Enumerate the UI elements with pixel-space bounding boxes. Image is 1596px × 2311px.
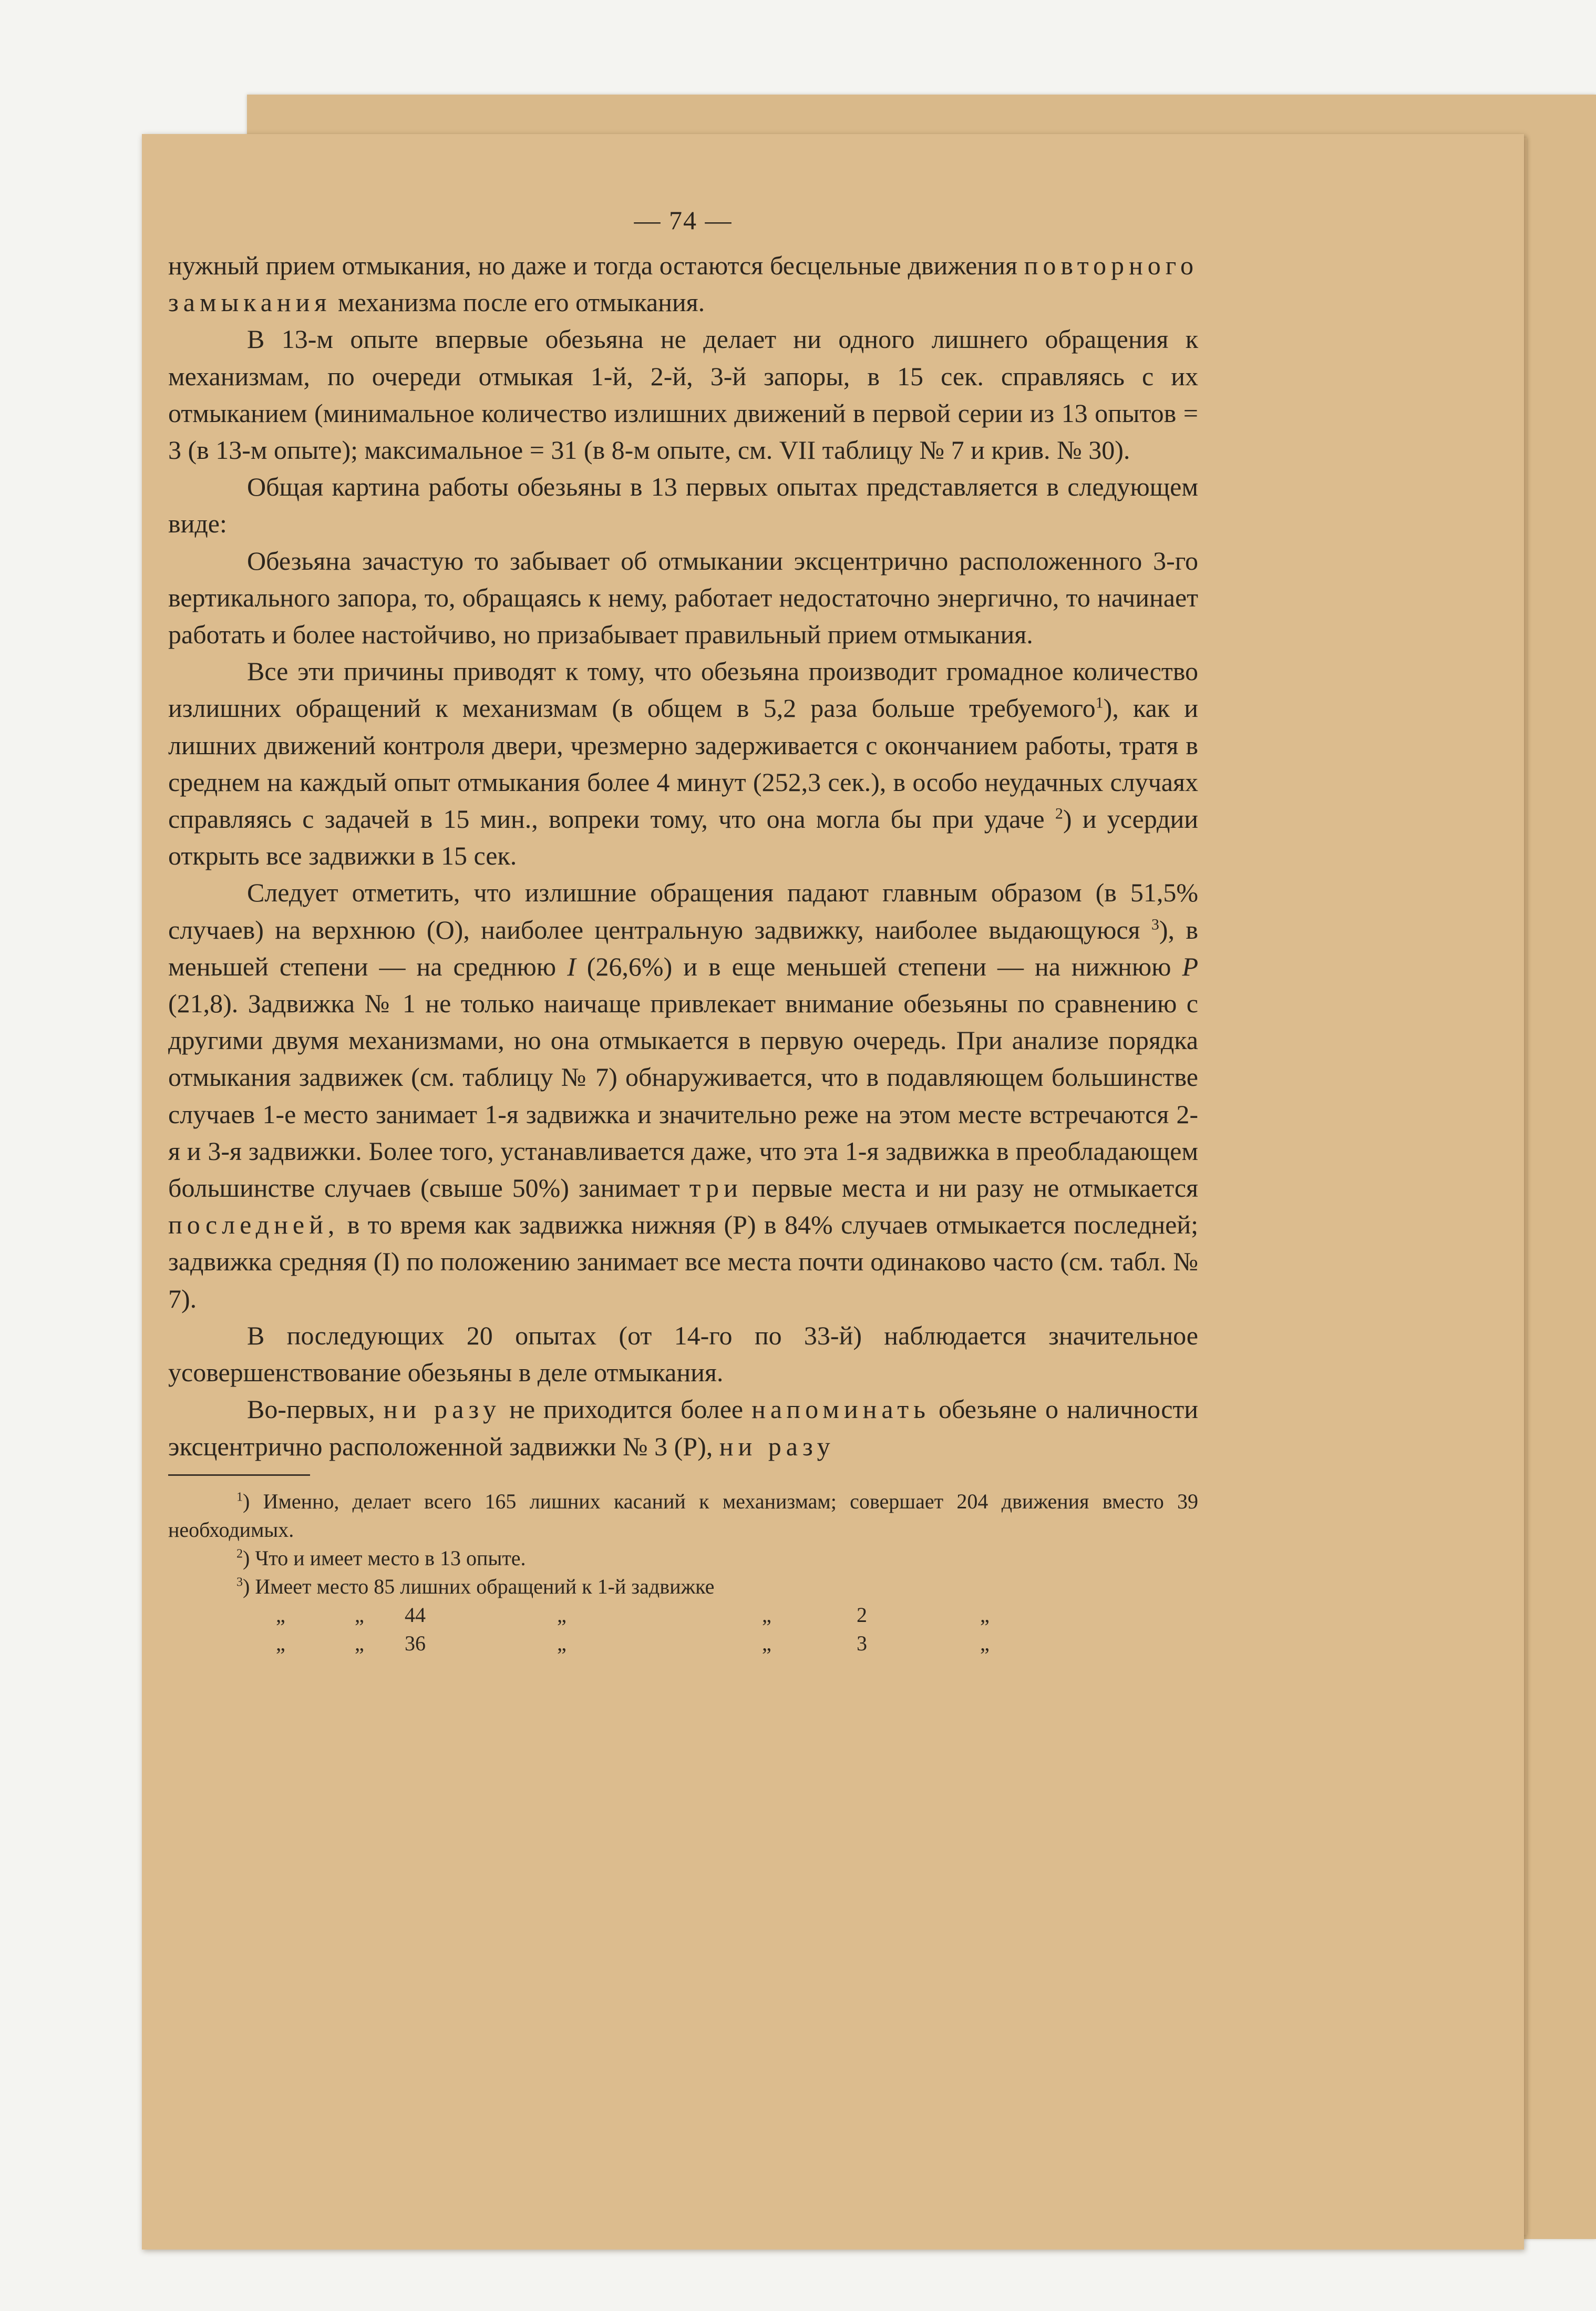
paragraph-5: Все эти причины приводят к тому, что обезьяна производит громадное количество излишних обращений к механизмам (в общем в 5,2 раза больше требуемого$^1$), как и лишних движений контроля двери, чрезмерно задерживается с окончанием работы, тратя в среднем на каждый опыт отмыкания более 4 минут (252,3 сек.), в особо неудачных случаях справляясь с задачей в 15 мин., вопреки тому, что она могла бы при удаче $^2$) и усердии открыть все задвижки в 15 сек.: [168, 656, 1199, 871]
paragraph-7: В последующих 20 опытах (от 14-го по 33-й) наблюдается значительное усовершенствование обезьяны в деле отмыкания.: [168, 1320, 1198, 1388]
footnote-3-ditto-row: „ „ 36 „ „ 3 „: [276, 1631, 990, 1655]
footnote-3: $^3$) Имеет место 85 лишних обращений к 1-й задвижке: [236, 1574, 715, 1598]
paragraph-8: Во-первых, ни разу не приходится более напоминать обезьяне о наличности эксцентрично расположенной задвижки № 3 (P), ни разу: [168, 1394, 1199, 1461]
paragraph-1: нужный прием отмыкания, но даже и тогда остаются бесцельные движения повторного замыкания механизма после его отмыкания.: [168, 251, 1198, 317]
page-number: — 74 —: [634, 206, 733, 235]
footnote-ref-1: 1: [1095, 694, 1104, 712]
footnote-1: $^1$) Именно, делает всего 165 лишних касаний к механизмам; совершает 204 движения вместо 39 необходимых.: [168, 1489, 1198, 1542]
footnote-rule: [168, 1474, 310, 1476]
footnote-3-ditto-row: „ „ 44 „ „ 2 „: [276, 1603, 990, 1627]
page-text: [168, 205, 1198, 1658]
paragraph-2: В 13-м опыте впервые обезьяна не делает ни одного лишнего обращения к механизмам, по очереди отмыкая 1-й, 2-й, 3-й запоры, в 15 сек. справляясь с их отмыканием (минимальное количество излишних движений в первой серии из 13 опытов = 3 (в 13-м опыте); максимальное = 31 (в 8-м опыте, см. VII таблицу № 7 и крив. № 30).: [168, 324, 1198, 465]
footnote-ref-2: 2: [1055, 805, 1063, 823]
footnote-ref-3: 3: [1151, 916, 1159, 933]
paragraph-3: Общая картина работы обезьяны в 13 первых опытах представляется в следующем виде:: [168, 472, 1198, 539]
paragraph-4: Обезьяна зачастую то забывает об отмыкании эксцентрично расположенного 3-го вертикального запора, то, обращаясь к нему, работает недостаточно энергично, то начинает работать и более настойчиво, но призабывает правильный прием отмыкания.: [168, 546, 1198, 650]
paragraph-6: Следует отметить, что излишние обращения падают главным образом (в 51,5% случаев) на верхнюю (O), наиболее центральную задвижку, наиболее выдающуюся $^3$), в меньшей степени — на среднюю I (26,6%) и в еще меньшей степени — на нижнюю P (21,8). Задвижка № 1 не только наичаще привлекает внимание обезьяны по сравнению с другими двумя механизмами, но она отмыкается в первую очередь. При анализе порядка отмыкания задвижек (см. таблицу № 7) обнаруживается, что в подавляющем большинстве случаев 1-е место занимает 1-я задвижка и значительно реже на этом месте встречаются 2-я и 3-я задвижки. Более того, устанавливается даже, что эта 1-я задвижка в преобладающем большинстве случаев (свыше 50%) занимает три первые места и ни разу не отмыкается последней, в то время как задвижка нижняя (P) в 84% случаев отмыкается последней; задвижка средняя (I) по положению занимает все места почти одинаково часто (см. табл. № 7).: [168, 878, 1199, 1313]
footnote-2: $^2$) Что и имеет место в 13 опыте.: [236, 1546, 526, 1570]
